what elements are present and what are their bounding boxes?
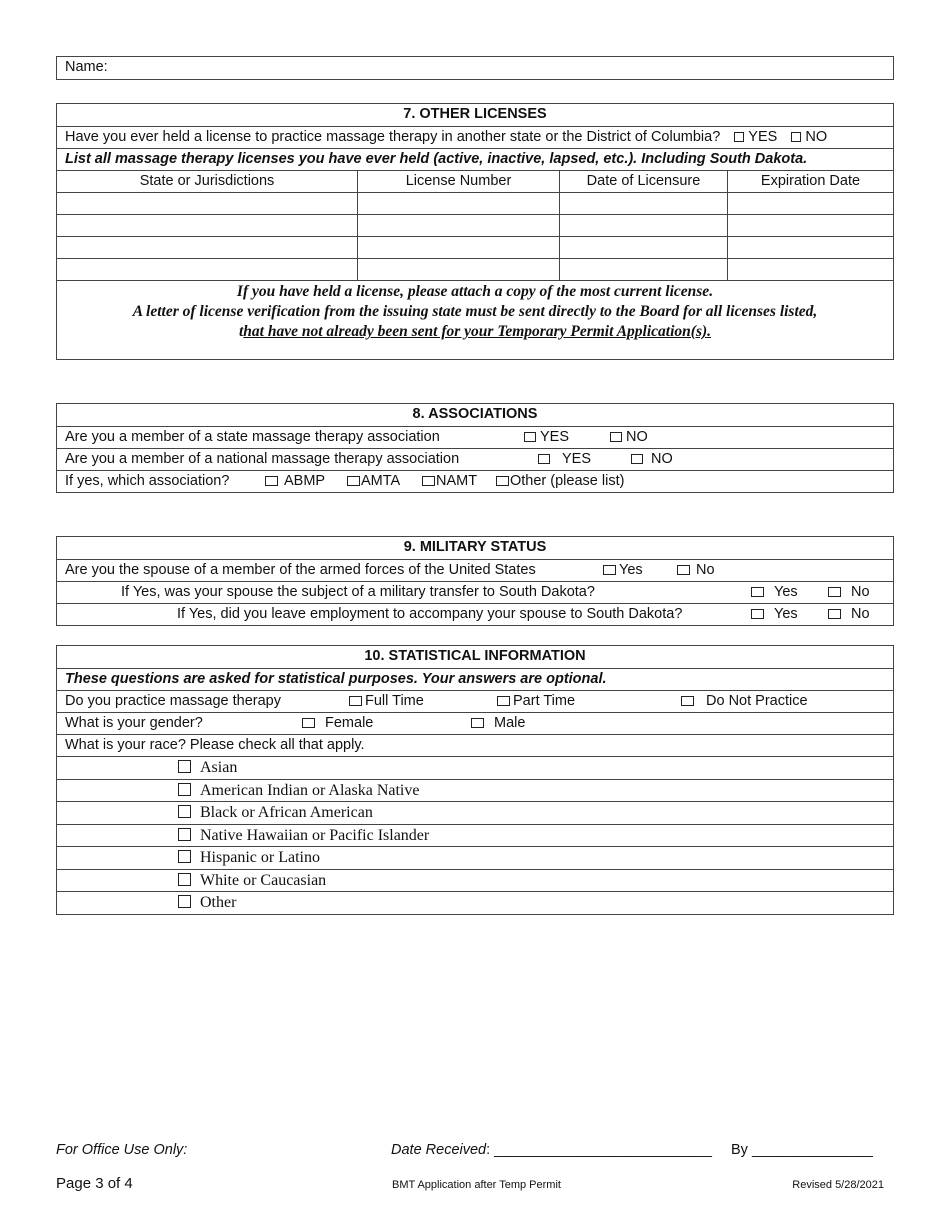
associations-section <box>56 403 894 493</box>
date-licensure-cell[interactable] <box>559 193 727 214</box>
other-licenses-section <box>56 103 894 360</box>
license-number-cell[interactable] <box>357 259 559 280</box>
date-licensure-cell[interactable] <box>559 259 727 280</box>
military-q1: Are you the spouse of a member of the armed forces of the United States <box>65 562 536 578</box>
checkbox-icon[interactable] <box>178 760 191 773</box>
state-cell[interactable] <box>57 215 357 236</box>
state-cell[interactable] <box>57 237 357 258</box>
male-option[interactable]: Male <box>471 713 525 734</box>
license-yes-option[interactable]: YES <box>734 129 777 145</box>
which-association-label: If yes, which association? <box>65 473 230 489</box>
option-other[interactable]: Other (please list) <box>496 471 624 492</box>
form-name: BMT Application after Temp Permit <box>392 1179 561 1191</box>
checkbox-icon[interactable] <box>791 132 801 142</box>
option-abmp[interactable]: ABMP <box>265 471 325 492</box>
race-question: What is your race? Please check all that apply. <box>65 737 365 753</box>
col-license-number: License Number <box>357 171 559 192</box>
expiration-date-cell[interactable] <box>727 259 893 280</box>
checkbox-icon[interactable] <box>302 718 315 728</box>
page-footer <box>56 1175 894 1192</box>
military-q1-row <box>57 559 893 581</box>
checkbox-icon[interactable] <box>751 609 764 619</box>
date-licensure-cell[interactable] <box>559 215 727 236</box>
race-option-native-hawaiian[interactable]: Native Hawaiian or Pacific Islander <box>57 824 893 846</box>
checkbox-icon[interactable] <box>538 454 550 464</box>
table-row <box>57 192 893 214</box>
gender-row <box>57 712 893 734</box>
expiration-date-cell[interactable] <box>727 237 893 258</box>
checkbox-icon[interactable] <box>610 432 622 442</box>
license-question-row <box>57 126 893 148</box>
checkbox-icon[interactable] <box>734 132 744 142</box>
national-association-question: Are you a member of a national massage therapy association <box>65 451 460 467</box>
revised-date: Revised 5/28/2021 <box>792 1179 884 1191</box>
checkbox-icon[interactable] <box>349 696 362 706</box>
section-title: 10. STATISTICAL INFORMATION <box>364 648 586 664</box>
checkbox-icon[interactable] <box>751 587 764 597</box>
race-option-hispanic[interactable]: Hispanic or Latino <box>57 846 893 869</box>
by-field[interactable]: By _______________ <box>731 1142 873 1158</box>
col-expiration-date: Expiration Date <box>727 171 893 192</box>
page-number: Page 3 of 4 <box>56 1175 133 1192</box>
license-number-cell[interactable] <box>357 193 559 214</box>
q3-no-option[interactable]: No <box>828 604 870 625</box>
checkbox-icon[interactable] <box>471 718 484 728</box>
table-row <box>57 258 893 280</box>
section-title: 7. OTHER LICENSES <box>403 106 547 122</box>
checkbox-icon[interactable] <box>178 850 191 863</box>
q2-yes-option[interactable]: Yes <box>751 582 798 603</box>
date-licensure-cell[interactable] <box>559 237 727 258</box>
race-question-row <box>57 734 893 756</box>
section-title: 8. ASSOCIATIONS <box>412 406 538 422</box>
q3-yes-option[interactable]: Yes <box>751 604 798 625</box>
date-received-field[interactable]: Date Received: ___________________________ <box>391 1142 712 1158</box>
checkbox-icon[interactable] <box>828 587 841 597</box>
national-association-row <box>57 448 893 470</box>
license-table-header <box>57 170 893 192</box>
state-association-question: Are you a member of a state massage therapy association <box>65 429 440 445</box>
license-number-cell[interactable] <box>357 215 559 236</box>
national-yes-option[interactable]: YES <box>538 449 591 470</box>
military-q3: If Yes, did you leave employment to accompany your spouse to South Dakota? <box>177 606 683 622</box>
checkbox-icon[interactable] <box>603 565 616 575</box>
practice-row <box>57 690 893 712</box>
state-association-row <box>57 426 893 448</box>
checkbox-icon[interactable] <box>178 895 191 908</box>
checkbox-icon[interactable] <box>496 476 509 486</box>
expiration-date-cell[interactable] <box>727 193 893 214</box>
checkbox-icon[interactable] <box>178 873 191 886</box>
option-amta[interactable]: AMTA <box>347 471 400 492</box>
license-instruction: List all massage therapy licenses you have ever held (active, inactive, lapsed, etc.). Including South Dakota. <box>57 148 893 170</box>
col-date-licensure: Date of Licensure <box>559 171 727 192</box>
office-use-row <box>56 1142 894 1158</box>
state-cell[interactable] <box>57 259 357 280</box>
state-no-option[interactable]: NO <box>610 427 648 448</box>
military-status-section <box>56 536 894 626</box>
checkbox-icon[interactable] <box>681 696 694 706</box>
q2-no-option[interactable]: No <box>828 582 870 603</box>
checkbox-icon[interactable] <box>347 476 360 486</box>
option-namt[interactable]: NAMT <box>422 471 477 492</box>
table-row <box>57 236 893 258</box>
section-title: 9. MILITARY STATUS <box>403 539 547 555</box>
part-time-option[interactable]: Part Time <box>497 691 575 712</box>
checkbox-icon[interactable] <box>422 476 435 486</box>
race-option-white[interactable]: White or Caucasian <box>57 869 893 891</box>
checkbox-icon[interactable] <box>677 565 690 575</box>
state-cell[interactable] <box>57 193 357 214</box>
license-no-option[interactable]: NO <box>791 129 827 145</box>
checkbox-icon[interactable] <box>178 783 191 796</box>
table-row <box>57 214 893 236</box>
license-question: Have you ever held a license to practice massage therapy in another state or the District of Columbia? <box>65 129 721 145</box>
statistical-intro: These questions are asked for statistical purposes. Your answers are optional. <box>57 668 893 690</box>
checkbox-icon[interactable] <box>178 828 191 841</box>
q1-yes-option[interactable]: Yes <box>603 560 643 581</box>
q1-no-option[interactable]: No <box>677 560 715 581</box>
race-option-asian[interactable]: Asian <box>57 756 893 779</box>
checkbox-icon[interactable] <box>178 805 191 818</box>
full-time-option[interactable]: Full Time <box>349 691 424 712</box>
checkbox-icon[interactable] <box>265 476 278 486</box>
statistical-section <box>56 645 894 915</box>
race-option-black[interactable]: Black or African American <box>57 801 893 824</box>
checkbox-icon[interactable] <box>497 696 510 706</box>
name-label: Name: <box>65 59 108 75</box>
checkbox-icon[interactable] <box>631 454 643 464</box>
col-state: State or Jurisdictions <box>139 173 275 189</box>
name-field[interactable] <box>56 56 894 80</box>
military-q2-row <box>57 581 893 603</box>
do-not-practice-option[interactable]: Do Not Practice <box>681 691 808 712</box>
race-option-american-indian[interactable]: American Indian or Alaska Native <box>57 779 893 801</box>
gender-question: What is your gender? <box>65 715 203 731</box>
expiration-date-cell[interactable] <box>727 215 893 236</box>
checkbox-icon[interactable] <box>828 609 841 619</box>
state-yes-option[interactable]: YES <box>524 427 569 448</box>
checkbox-icon[interactable] <box>524 432 536 442</box>
practice-question: Do you practice massage therapy <box>65 693 281 709</box>
race-option-other[interactable]: Other <box>57 891 893 914</box>
national-no-option[interactable]: NO <box>631 449 673 470</box>
military-q2: If Yes, was your spouse the subject of a military transfer to South Dakota? <box>121 584 595 600</box>
office-use-label: For Office Use Only: <box>56 1142 188 1158</box>
which-association-row <box>57 470 893 492</box>
license-number-cell[interactable] <box>357 237 559 258</box>
female-option[interactable]: Female <box>302 713 373 734</box>
license-note: If you have held a license, please attach a copy of the most current license. A letter of license verification from the issuing state must be sent directly to the Board for all licenses listed, that have not already been sent for your Temporary Permit Application(s). <box>57 280 893 359</box>
military-q3-row <box>57 603 893 625</box>
